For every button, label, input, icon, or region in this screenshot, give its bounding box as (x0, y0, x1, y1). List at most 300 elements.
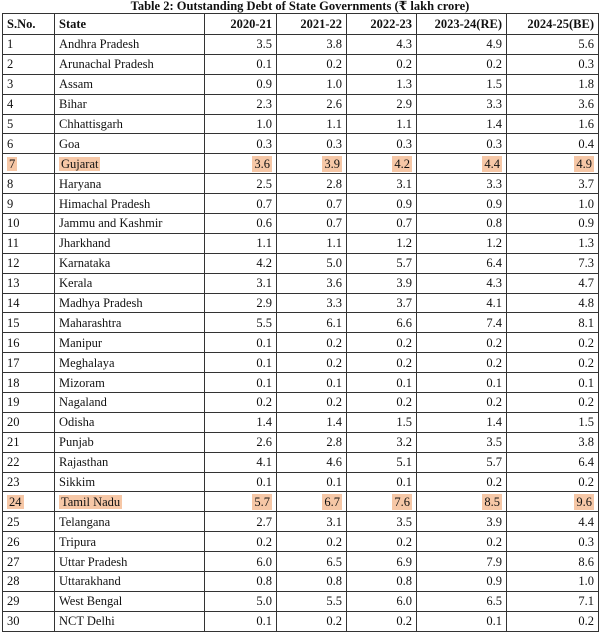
col-header-2020-21: 2020-21 (205, 14, 277, 35)
cell-value-text: 5.1 (396, 455, 412, 470)
cell-value (417, 492, 507, 512)
cell-value (417, 134, 507, 154)
cell-sno-text: 27 (7, 554, 20, 569)
cell-value (507, 353, 599, 373)
cell-state (55, 333, 205, 353)
cell-value (277, 35, 347, 55)
table-row (3, 333, 599, 353)
cell-value (277, 94, 347, 114)
state-debt-table (2, 13, 599, 632)
cell-state-text: Tripura (59, 534, 97, 549)
cell-state (55, 35, 205, 55)
cell-state-text: West Bengal (59, 594, 123, 609)
cell-value-text: 0.2 (326, 57, 342, 72)
cell-value (277, 552, 347, 572)
cell-state (55, 54, 205, 74)
table-row (3, 432, 599, 452)
col-header-2024-25-be: 2024-25(BE) (507, 14, 599, 35)
cell-state-text: Chhattisgarh (59, 117, 123, 131)
table-row (3, 572, 599, 592)
table-row (3, 611, 599, 631)
cell-value-text: 4.4 (484, 156, 500, 171)
cell-value-text: 0.9 (486, 196, 502, 211)
cell-value (417, 293, 507, 313)
cell-sno-text: 19 (7, 395, 20, 410)
cell-value-text: 0.1 (486, 614, 502, 629)
cell-sno (3, 552, 55, 572)
cell-value-text: 0.9 (396, 196, 412, 211)
cell-value-text: 5.5 (326, 594, 342, 609)
cell-value-text: 0.2 (396, 534, 412, 549)
table-row (3, 194, 599, 214)
cell-value-text: 0.3 (396, 136, 412, 151)
cell-value (347, 492, 417, 512)
cell-value-text: 8.6 (578, 554, 594, 569)
cell-value (347, 273, 417, 293)
cell-value-text: 4.6 (326, 455, 342, 470)
cell-state (55, 293, 205, 313)
cell-value-text: 0.2 (578, 395, 594, 410)
cell-value (347, 253, 417, 273)
cell-value (507, 273, 599, 293)
cell-value-text: 4.9 (486, 37, 502, 52)
cell-sno-text: 8 (7, 176, 14, 191)
cell-value (507, 532, 599, 552)
table-row (3, 154, 599, 174)
cell-state (55, 174, 205, 194)
cell-sno (3, 214, 55, 234)
cell-value (347, 74, 417, 94)
cell-value-text: 3.5 (396, 514, 412, 529)
cell-value (347, 114, 417, 134)
cell-value (347, 412, 417, 432)
cell-value-text: 0.2 (578, 614, 594, 629)
cell-value (347, 572, 417, 592)
cell-value-text: 0.2 (326, 335, 342, 350)
cell-value (347, 35, 417, 55)
cell-state (55, 114, 205, 134)
cell-sno-text: 2 (7, 57, 14, 72)
table-row (3, 353, 599, 373)
cell-value-text: 1.5 (396, 415, 412, 430)
cell-value (277, 293, 347, 313)
cell-value (347, 452, 417, 472)
cell-state (55, 611, 205, 631)
cell-value-text: 9.6 (576, 494, 592, 509)
cell-value (205, 154, 277, 174)
cell-value (417, 432, 507, 452)
cell-value-text: 3.9 (396, 276, 412, 291)
cell-value (507, 94, 599, 114)
cell-value-text: 0.1 (326, 375, 342, 390)
cell-value-text: 2.6 (256, 435, 272, 450)
cell-value (507, 373, 599, 393)
cell-sno (3, 35, 55, 55)
cell-value (347, 532, 417, 552)
cell-value-text: 2.6 (326, 97, 342, 112)
col-header-2023-24-re: 2023-24(RE) (417, 14, 507, 35)
cell-sno-text: 13 (7, 276, 20, 291)
cell-sno-text: 17 (7, 355, 20, 370)
cell-value (507, 194, 599, 214)
cell-sno (3, 154, 55, 174)
cell-value-text: 1.4 (256, 415, 272, 430)
table-row (3, 214, 599, 234)
cell-state (55, 194, 205, 214)
cell-value (205, 253, 277, 273)
cell-value-text: 4.2 (394, 156, 410, 171)
cell-value (347, 94, 417, 114)
cell-value-text: 3.9 (324, 156, 340, 171)
table-row (3, 532, 599, 552)
cell-value (205, 313, 277, 333)
cell-sno (3, 333, 55, 353)
table-row (3, 393, 599, 413)
cell-value-text: 1.0 (578, 196, 594, 211)
cell-value (277, 432, 347, 452)
cell-value (205, 572, 277, 592)
cell-value (205, 194, 277, 214)
cell-value-text: 0.1 (396, 375, 412, 390)
cell-value (507, 333, 599, 353)
cell-state (55, 432, 205, 452)
cell-sno-text: 14 (7, 296, 20, 311)
cell-sno (3, 472, 55, 492)
cell-value-text: 0.2 (486, 57, 502, 72)
cell-value-text: 0.8 (326, 574, 342, 589)
cell-value (205, 412, 277, 432)
cell-value (205, 611, 277, 631)
cell-value-text: 0.9 (256, 77, 272, 92)
cell-value-text: 0.2 (326, 614, 342, 629)
cell-value-text: 7.4 (486, 315, 502, 330)
cell-state-text: Sikkim (59, 475, 96, 490)
cell-value (417, 54, 507, 74)
cell-sno-text: 26 (7, 534, 20, 549)
cell-value-text: 0.3 (486, 136, 502, 151)
cell-value (277, 591, 347, 611)
cell-value-text: 0.6 (256, 216, 272, 231)
cell-value-text: 0.8 (396, 574, 412, 589)
cell-value (347, 393, 417, 413)
cell-value (417, 94, 507, 114)
cell-sno (3, 492, 55, 512)
cell-value (205, 214, 277, 234)
cell-value-text: 2.7 (256, 514, 272, 529)
cell-value-text: 4.2 (256, 256, 272, 271)
cell-value-text: 6.0 (256, 554, 272, 569)
cell-state-text: Karnataka (59, 256, 111, 271)
cell-value-text: 6.6 (396, 315, 412, 330)
cell-state-text: Goa (59, 136, 80, 151)
cell-value-text: 0.2 (486, 355, 502, 370)
cell-value (347, 54, 417, 74)
cell-value (417, 393, 507, 413)
cell-value-text: 5.5 (256, 315, 272, 330)
cell-value (417, 532, 507, 552)
cell-value-text: 3.8 (326, 37, 342, 52)
cell-value-text: 3.2 (396, 435, 412, 450)
cell-value (205, 74, 277, 94)
cell-value-text: 4.1 (256, 455, 272, 470)
table-row (3, 54, 599, 74)
cell-sno-text: 9 (7, 196, 14, 211)
cell-value-text: 0.2 (326, 534, 342, 549)
cell-value (277, 572, 347, 592)
cell-sno (3, 273, 55, 293)
cell-sno-text: 21 (7, 435, 20, 450)
cell-value-text: 2.9 (396, 97, 412, 112)
cell-sno-text: 15 (7, 315, 20, 330)
cell-sno (3, 94, 55, 114)
cell-value (507, 35, 599, 55)
table-row (3, 452, 599, 472)
cell-value-text: 0.2 (578, 335, 594, 350)
cell-sno-text: 3 (7, 77, 14, 92)
cell-sno (3, 253, 55, 273)
cell-value-text: 8.5 (484, 494, 500, 509)
cell-value-text: 1.5 (578, 415, 594, 430)
cell-value-text: 0.9 (578, 216, 594, 231)
cell-value-text: 0.9 (486, 574, 502, 589)
cell-sno (3, 134, 55, 154)
cell-value-text: 7.3 (578, 256, 594, 271)
cell-value (205, 591, 277, 611)
cell-value-text: 0.2 (486, 395, 502, 410)
cell-value (277, 174, 347, 194)
cell-state-text: Punjab (59, 435, 94, 450)
table-row (3, 114, 599, 134)
cell-state (55, 353, 205, 373)
cell-value (347, 214, 417, 234)
cell-state (55, 532, 205, 552)
table-row (3, 253, 599, 273)
cell-value (507, 611, 599, 631)
cell-value-text: 4.3 (396, 37, 412, 52)
table-row (3, 293, 599, 313)
cell-value-text: 1.0 (578, 574, 594, 589)
cell-value-text: 1.2 (486, 236, 502, 251)
cell-value (507, 114, 599, 134)
cell-sno-text: 16 (7, 335, 20, 350)
cell-value (507, 313, 599, 333)
table-row (3, 233, 599, 253)
table-row (3, 94, 599, 114)
cell-value (417, 353, 507, 373)
table-row (3, 134, 599, 154)
table-caption: Table 2: Outstanding Debt of State Governments (₹ lakh crore) (130, 0, 470, 13)
cell-value (277, 273, 347, 293)
cell-value-text: 1.5 (486, 77, 502, 92)
cell-sno (3, 293, 55, 313)
cell-state-text: NCT Delhi (59, 614, 115, 629)
cell-value (347, 134, 417, 154)
cell-value (277, 154, 347, 174)
cell-value (417, 552, 507, 572)
cell-state-text: Jammu and Kashmir (59, 216, 163, 231)
cell-state (55, 154, 205, 174)
cell-value (205, 512, 277, 532)
cell-sno (3, 233, 55, 253)
cell-value (507, 492, 599, 512)
cell-value (347, 154, 417, 174)
cell-value-text: 0.1 (256, 475, 272, 490)
cell-value (417, 154, 507, 174)
cell-value-text: 2.5 (256, 176, 272, 191)
cell-state-text: Mizoram (59, 375, 105, 390)
cell-state-text: Haryana (59, 176, 102, 191)
cell-value (347, 432, 417, 452)
cell-value (417, 611, 507, 631)
cell-value (417, 194, 507, 214)
cell-value (417, 35, 507, 55)
cell-sno-text: 18 (7, 375, 20, 390)
table-row (3, 591, 599, 611)
cell-sno (3, 54, 55, 74)
cell-value (347, 293, 417, 313)
cell-value-text: 1.0 (326, 77, 342, 92)
cell-state-text: Maharashtra (59, 315, 122, 330)
cell-sno (3, 373, 55, 393)
cell-value (347, 313, 417, 333)
cell-value-text: 1.6 (578, 117, 594, 131)
cell-value (347, 233, 417, 253)
cell-value-text: 3.6 (326, 276, 342, 291)
cell-sno-text: 29 (7, 594, 20, 609)
cell-value (507, 134, 599, 154)
cell-value-text: 0.2 (486, 475, 502, 490)
cell-state-text: Madhya Pradesh (59, 296, 143, 311)
cell-state-text: Arunachal Pradesh (59, 57, 154, 72)
cell-value (507, 54, 599, 74)
cell-value-text: 8.1 (578, 315, 594, 330)
cell-value (277, 333, 347, 353)
cell-sno (3, 572, 55, 592)
cell-value (205, 373, 277, 393)
cell-sno-text: 30 (7, 614, 20, 629)
cell-value-text: 0.2 (326, 395, 342, 410)
cell-value (507, 154, 599, 174)
cell-sno (3, 174, 55, 194)
cell-value (507, 253, 599, 273)
cell-value-text: 1.2 (396, 236, 412, 251)
cell-state (55, 492, 205, 512)
cell-value (347, 512, 417, 532)
cell-value-text: 0.1 (326, 475, 342, 490)
cell-value-text: 6.4 (578, 455, 594, 470)
cell-sno-text: 20 (7, 415, 20, 430)
cell-value-text: 0.3 (326, 136, 342, 151)
cell-value (277, 532, 347, 552)
cell-value-text: 0.1 (256, 375, 272, 390)
cell-state (55, 214, 205, 234)
cell-value-text: 5.7 (254, 494, 270, 509)
cell-value (417, 591, 507, 611)
cell-value-text: 0.1 (256, 355, 272, 370)
cell-value-text: 4.4 (578, 514, 594, 529)
cell-sno-text: 6 (7, 136, 14, 151)
table-row (3, 512, 599, 532)
cell-sno (3, 393, 55, 413)
cell-value-text: 0.2 (256, 395, 272, 410)
cell-sno (3, 452, 55, 472)
table-row (3, 373, 599, 393)
cell-state (55, 273, 205, 293)
cell-value-text: 1.4 (486, 415, 502, 430)
cell-value (347, 552, 417, 572)
cell-value-text: 5.7 (396, 256, 412, 271)
cell-value-text: 6.9 (396, 554, 412, 569)
cell-value (507, 293, 599, 313)
cell-value (277, 253, 347, 273)
cell-value (277, 353, 347, 373)
cell-value (417, 512, 507, 532)
cell-value-text: 3.9 (486, 514, 502, 529)
cell-value-text: 7.9 (486, 554, 502, 569)
table-row (3, 412, 599, 432)
cell-value-text: 1.1 (326, 236, 342, 251)
cell-value (277, 54, 347, 74)
cell-value-text: 2.9 (256, 296, 272, 311)
cell-value (347, 333, 417, 353)
col-header-2021-22: 2021-22 (277, 14, 347, 35)
cell-state-text: Tamil Nadu (61, 494, 121, 509)
cell-value-text: 6.5 (486, 594, 502, 609)
cell-value (277, 412, 347, 432)
cell-value (205, 35, 277, 55)
cell-state (55, 412, 205, 432)
cell-sno-text: 23 (7, 475, 20, 490)
cell-sno-text: 12 (7, 256, 20, 271)
cell-value (277, 194, 347, 214)
cell-state-text: Kerala (59, 276, 93, 291)
cell-value (507, 174, 599, 194)
cell-state (55, 512, 205, 532)
cell-value (205, 532, 277, 552)
cell-value (417, 174, 507, 194)
cell-value (205, 134, 277, 154)
cell-value-text: 0.3 (578, 57, 594, 72)
cell-value-text: 0.1 (256, 614, 272, 629)
cell-state (55, 134, 205, 154)
cell-sno (3, 591, 55, 611)
cell-value-text: 1.0 (256, 117, 272, 131)
cell-state (55, 552, 205, 572)
cell-value-text: 2.8 (326, 176, 342, 191)
header-row (3, 14, 599, 35)
cell-value-text: 1.1 (256, 236, 272, 251)
cell-value-text: 3.8 (578, 435, 594, 450)
cell-value (417, 233, 507, 253)
cell-value (205, 393, 277, 413)
cell-value (277, 74, 347, 94)
cell-value-text: 0.8 (256, 574, 272, 589)
cell-value (277, 452, 347, 472)
cell-value (205, 233, 277, 253)
cell-value-text: 5.0 (256, 594, 272, 609)
cell-value (417, 74, 507, 94)
table-row (3, 35, 599, 55)
table-body (3, 35, 599, 632)
cell-value (417, 273, 507, 293)
cell-value-text: 0.2 (486, 534, 502, 549)
cell-sno-text: 24 (9, 494, 22, 509)
cell-value-text: 4.9 (576, 156, 592, 171)
cell-value (507, 432, 599, 452)
cell-sno-text: 22 (7, 455, 20, 470)
cell-value (277, 472, 347, 492)
cell-sno (3, 114, 55, 134)
